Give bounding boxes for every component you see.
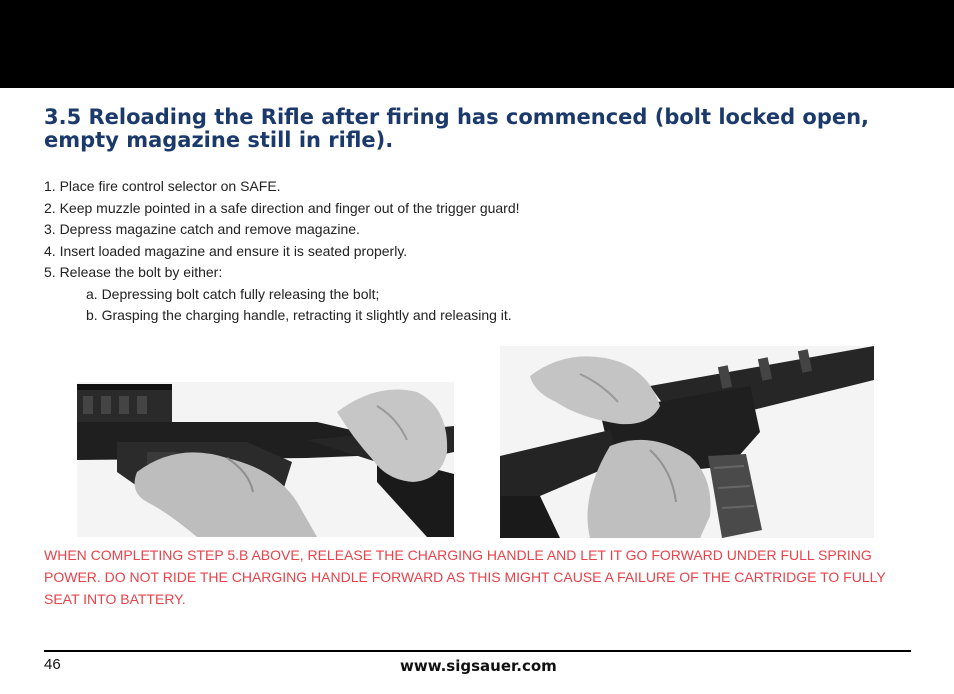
photo-charging-handle — [500, 346, 874, 538]
step-2: 2. Keep muzzle pointed in a safe direction and finger out of the trigger guard! — [44, 199, 520, 216]
section-heading: 3.5 Reloading the Rifle after firing has commenced (bolt locked open, empty magazine still in rifle). — [44, 105, 870, 152]
top-header-bar — [0, 0, 954, 88]
warning-note: WHEN COMPLETING STEP 5.B ABOVE, RELEASE THE CHARGING HANDLE AND LET IT GO FORWARD UNDER FULL SPRING POWER. DO NOT RIDE THE CHARGING HANDLE FORWARD AS THIS MIGHT CAUSE A FAILURE OF THE CARTRIDGE TO FULLY SEAT INTO BATTERY. — [44, 547, 886, 607]
instruction-steps — [44, 176, 904, 327]
page-number: 46 — [44, 656, 61, 673]
step-4: 4. Insert loaded magazine and ensure it is seated properly. — [44, 242, 408, 259]
substep-a: a. Depressing bolt catch fully releasing the bolt; — [86, 285, 380, 302]
footer-divider — [44, 650, 911, 652]
step-1: 1. Place fire control selector on SAFE. — [44, 178, 281, 194]
photo-bolt-catch-release — [77, 382, 454, 537]
substep-b: b. Grasping the charging handle, retracting it slightly and releasing it. — [86, 307, 512, 323]
step-3: 3. Depress magazine catch and remove magazine. — [44, 221, 360, 237]
website-link[interactable]: www.sigsauer.com — [400, 657, 557, 675]
step-5: 5. Release the bolt by either: — [44, 264, 223, 280]
